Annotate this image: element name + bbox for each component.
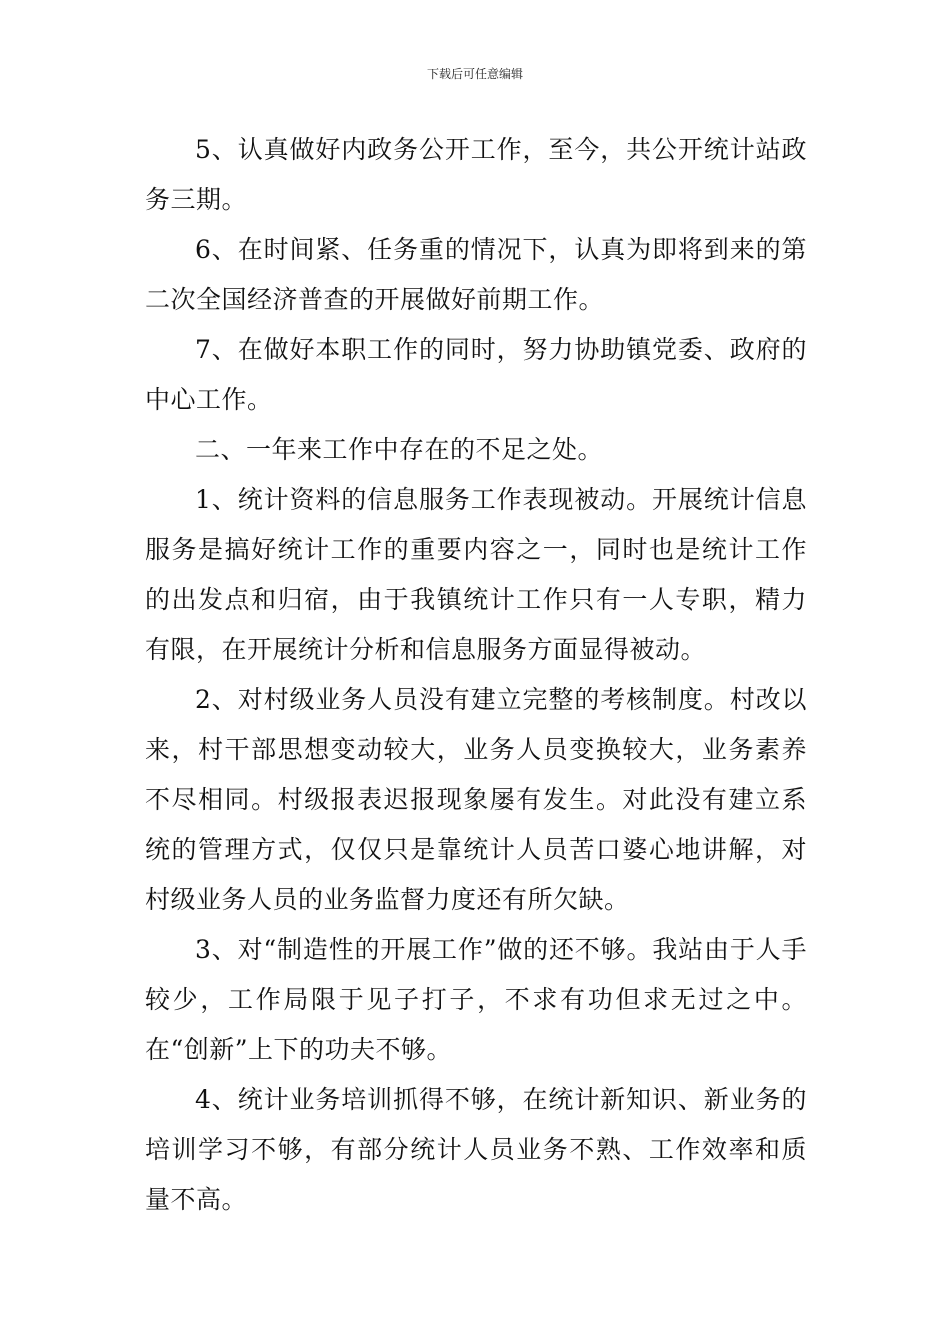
section-heading-shortcomings: 二、一年来工作中存在的不足之处。 bbox=[195, 435, 604, 464]
paragraph-item-6: 6、在时间紧、任务重的情况下，认真为即将到来的第二次全国经济普查的开展做好前期工作。 bbox=[145, 235, 807, 314]
paragraph-shortcoming-2: 2、对村级业务人员没有建立完整的考核制度。村改以来，村干部思想变动较大，业务人员变换较大，业务素养不尽相同。村级报表迟报现象屡有发生。对此没有建立系统的管理方式，仅仅只是靠统计人员苦口婆心地讲解，对村级业务人员的业务监督力度还有所欠缺。 bbox=[145, 685, 807, 914]
paragraph-shortcoming-4: 4、统计业务培训抓得不够，在统计新知识、新业务的培训学习不够，有部分统计人员业务不熟、工作效率和质量不高。 bbox=[145, 1085, 807, 1214]
paragraph-shortcoming-3: 3、对“制造性的开展工作”做的还不够。我站由于人手较少，工作局限于见子打子，不求有功但求无过之中。在“创新”上下的功夫不够。 bbox=[145, 935, 807, 1064]
page-header: 下载后可任意编辑 bbox=[426, 67, 523, 81]
document-body bbox=[145, 125, 807, 1225]
paragraph-item-7: 7、在做好本职工作的同时，努力协助镇党委、政府的中心工作。 bbox=[145, 335, 807, 414]
paragraph-shortcoming-1: 1、统计资料的信息服务工作表现被动。开展统计信息服务是搞好统计工作的重要内容之一，同时也是统计工作的出发点和归宿，由于我镇统计工作只有一人专职，精力有限，在开展统计分析和信息服务方面显得被动。 bbox=[145, 485, 807, 664]
paragraph-item-5: 5、认真做好内政务公开工作，至今，共公开统计站政务三期。 bbox=[145, 135, 807, 214]
